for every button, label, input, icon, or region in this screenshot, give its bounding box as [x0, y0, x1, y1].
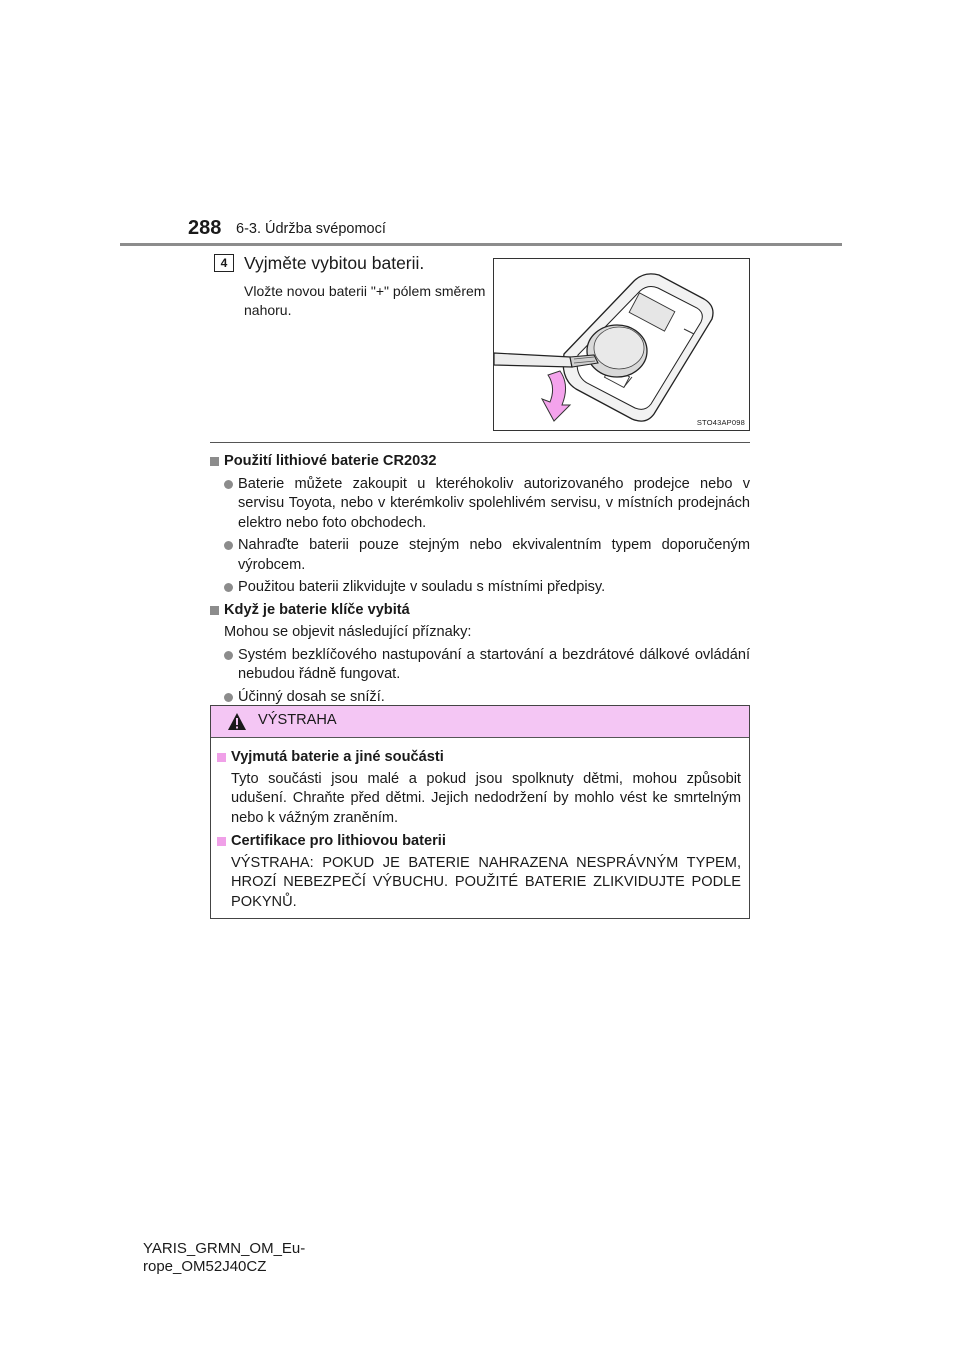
header-rule: [120, 243, 842, 246]
section-heading: Použití lithiové baterie CR2032: [210, 452, 750, 472]
square-marker-icon: [217, 837, 226, 846]
bullet-dot-icon: [224, 651, 233, 660]
list-item: Baterie můžete zakoupit u kteréhokoliv autorizovaného prodejce nebo v servisu Toyota, nebo v kterémkoliv spolehlivém servisu, v místních prodejnách elektro nebo foto obchodech.: [210, 475, 750, 534]
list-item: Účinný dosah se sníží.: [210, 688, 750, 708]
bullet-dot-icon: [224, 541, 233, 550]
warning-item-heading: Vyjmutá baterie a jiné součásti: [217, 748, 741, 768]
section-title: 6-3. Údržba svépomocí: [236, 221, 386, 237]
bullet-dot-icon: [224, 693, 233, 702]
square-marker-icon: [210, 606, 219, 615]
step-number-badge: 4: [214, 254, 234, 272]
step-note: Vložte novou baterii "+" pólem směrem nahoru.: [244, 283, 486, 318]
warning-title: VÝSTRAHA: [258, 712, 337, 728]
footer-doc-code: [143, 1240, 305, 1276]
warning-header: [211, 706, 749, 738]
bullet-dot-icon: [224, 583, 233, 592]
illustration-code: STO43AP098: [696, 418, 745, 427]
warning-triangle-icon: [227, 712, 247, 731]
warning-item-heading: Certifikace pro lithiovou baterii: [217, 832, 741, 852]
list-item: Systém bezklíčového nastupování a startování a bezdrátové dálkové ovládání nebudou řádně fungovat.: [210, 646, 750, 685]
footer-line: YARIS_GRMN_OM_Eu-: [143, 1240, 306, 1257]
bullet-dot-icon: [224, 480, 233, 489]
key-fob-drawing: [494, 259, 750, 431]
key-battery-illustration: [493, 258, 750, 431]
list-item: Použitou baterii zlikvidujte v souladu s místními předpisy.: [210, 578, 750, 598]
info-content: [210, 452, 750, 710]
list-item: Nahraďte baterii pouze stejným nebo ekvivalentním typem doporučeným výrobcem.: [210, 536, 750, 575]
section-heading: Když je baterie klíče vybitá: [210, 601, 750, 621]
page-number: 288: [188, 217, 222, 239]
square-marker-icon: [217, 753, 226, 762]
section-intro: Mohou se objevit následující příznaky:: [224, 624, 472, 640]
section-rule: [210, 442, 750, 443]
footer-line: rope_OM52J40CZ: [143, 1258, 267, 1275]
warning-box: [210, 705, 750, 919]
warning-item-text: VÝSTRAHA: POKUD JE BATERIE NAHRAZENA NESPRÁVNÝM TYPEM, HROZÍ NEBEZPEČÍ VÝBUCHU. POUŽITÉ BATERIE ZLIKVIDUJTE PODLE POKYNŮ.: [231, 854, 741, 910]
warning-body: [211, 738, 749, 912]
warning-item-text: Tyto součásti jsou malé a pokud jsou spolknuty dětmi, mohou způsobit udušení. Chraňte před dětmi. Jejich nedodržení by mohlo vést ke smrtelným nebo k vážným zraněním.: [231, 770, 741, 826]
step-title: Vyjměte vybitou baterii.: [244, 253, 425, 273]
square-marker-icon: [210, 457, 219, 466]
